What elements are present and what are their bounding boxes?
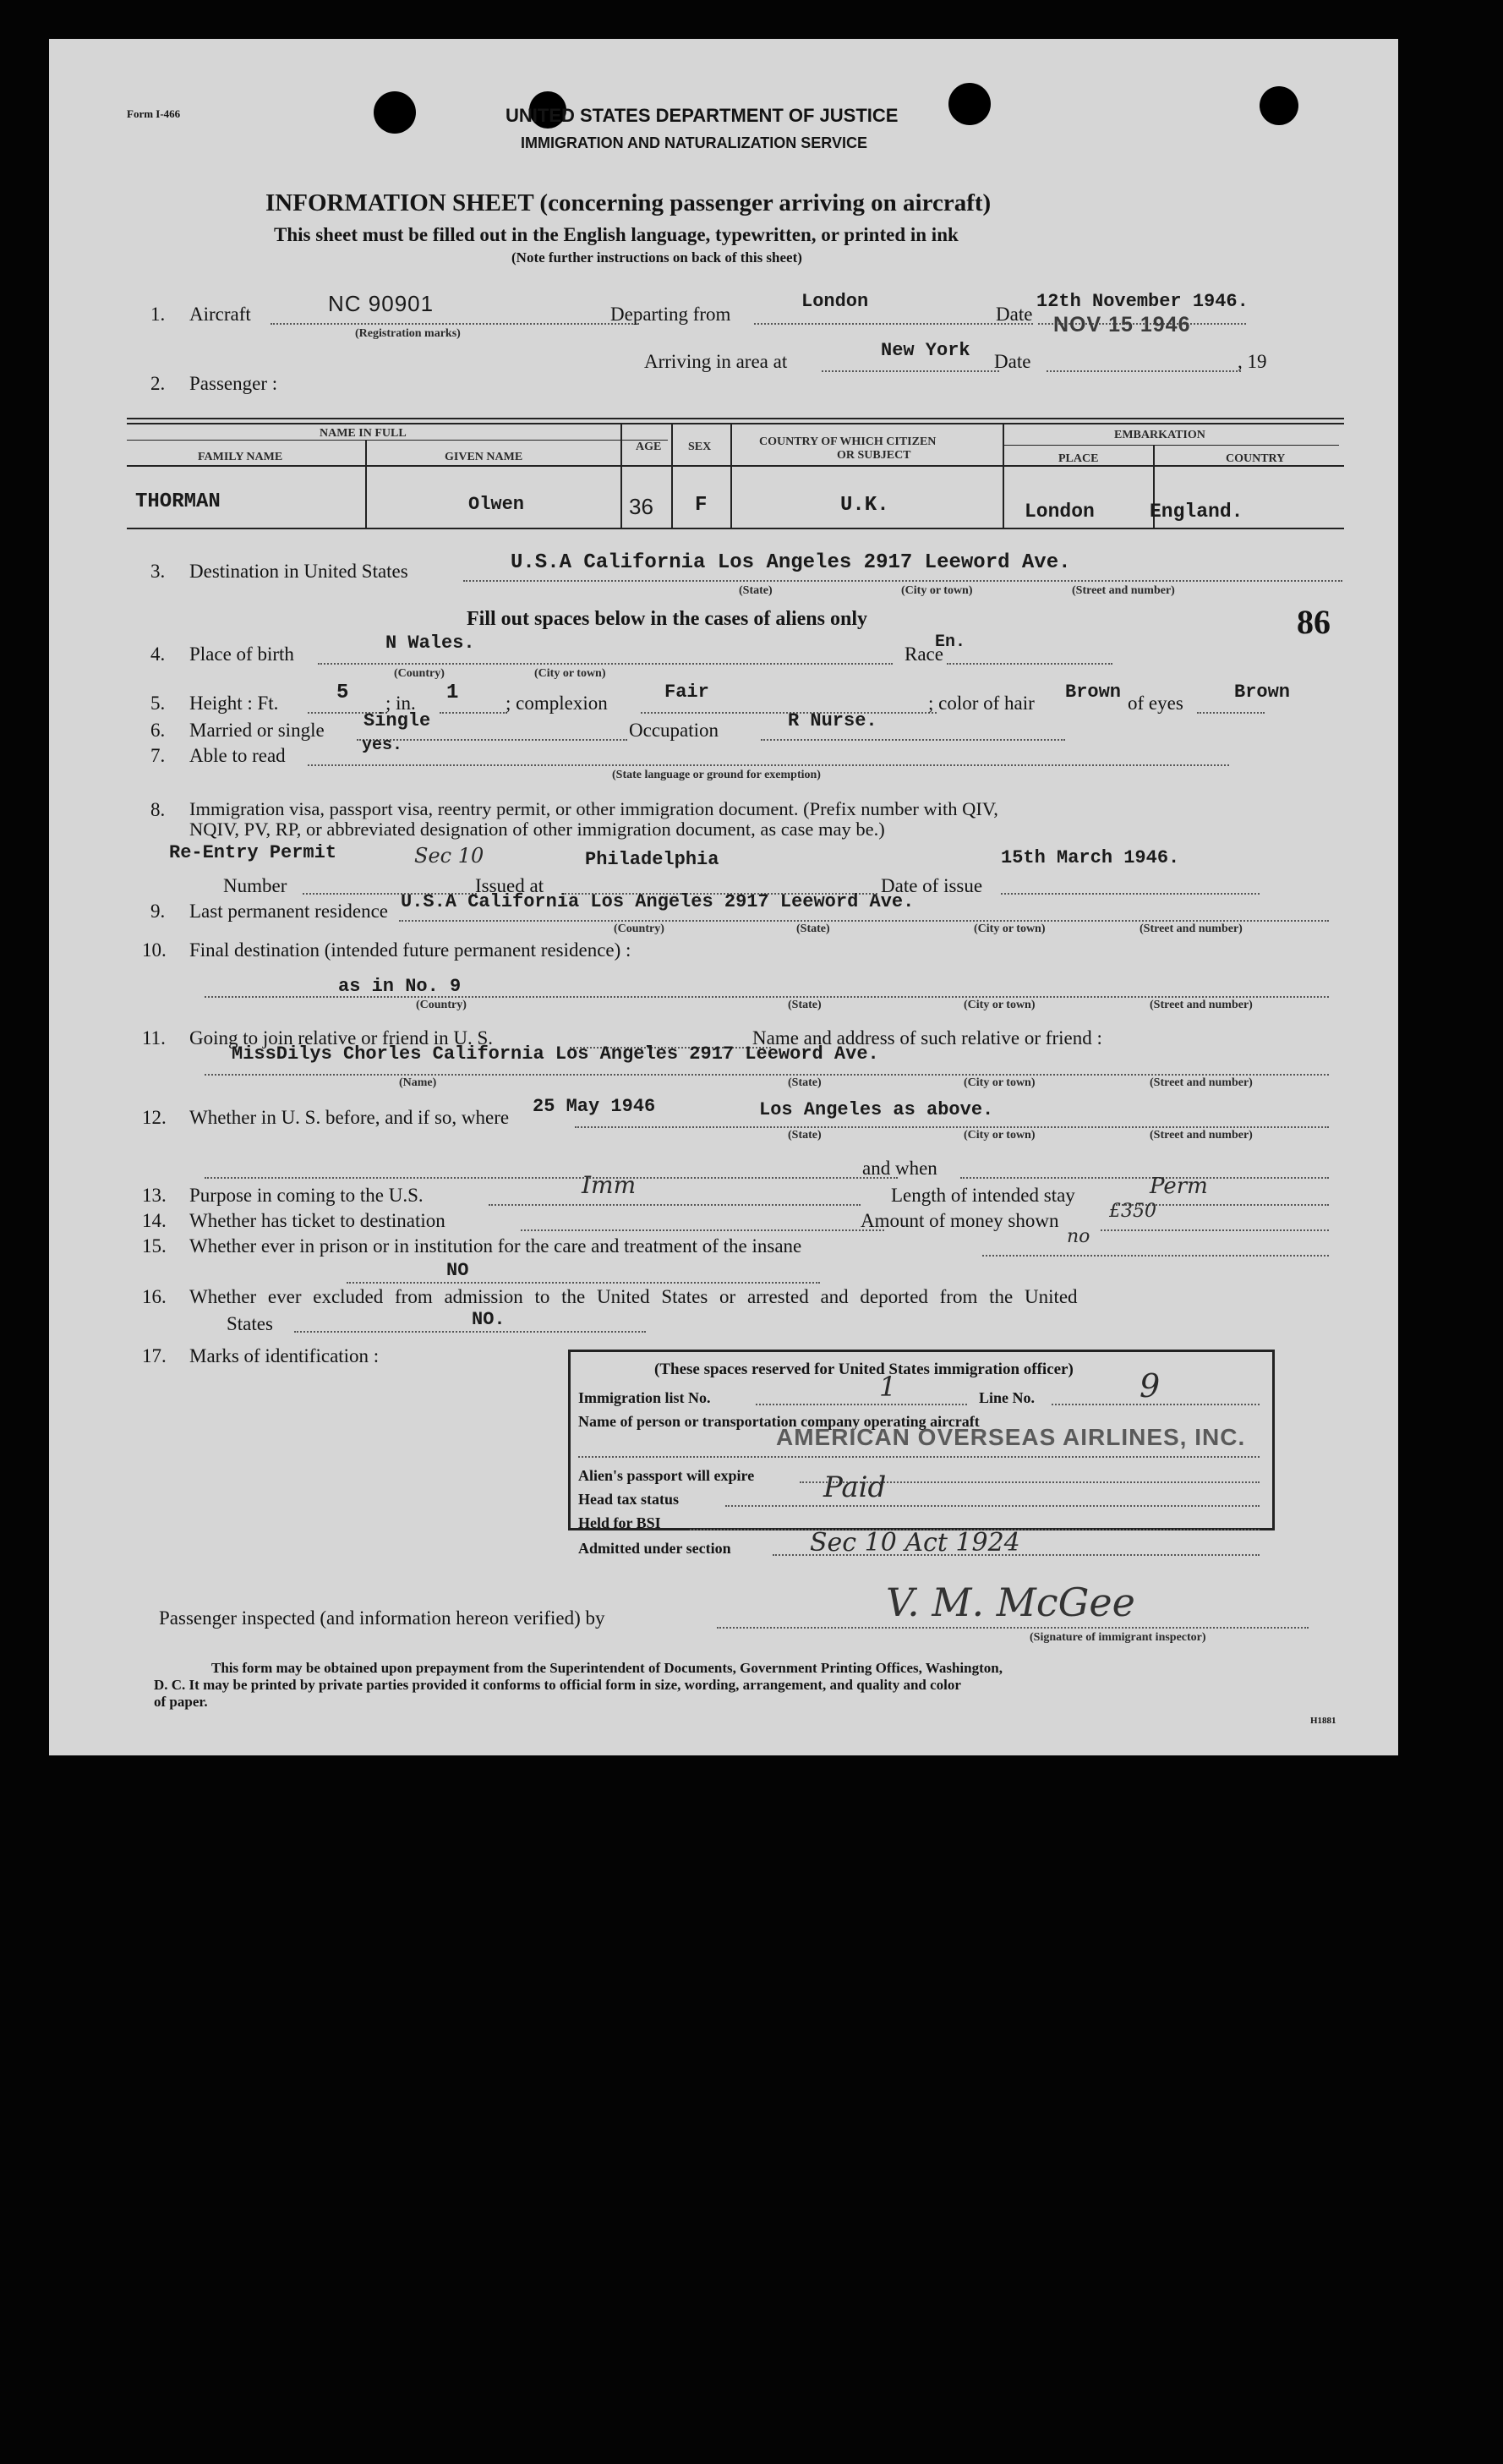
q5-number: 5. bbox=[150, 693, 166, 714]
aircraft-label: Aircraft bbox=[189, 304, 251, 325]
marital-status-label: Married or single bbox=[189, 720, 325, 741]
excluded-label: Whether ever excluded from admission to the United States or arrested and deported from the United bbox=[189, 1286, 1078, 1307]
q9-caption-city: (City or town) bbox=[974, 923, 1046, 935]
last-residence-label: Last permanent residence bbox=[189, 901, 388, 922]
q8-text-line1: Immigration visa, passport visa, reentry permit, or other immigration document. (Prefix number with QIV, bbox=[189, 798, 998, 819]
col-place: PLACE bbox=[1058, 452, 1099, 465]
height-inches-value: 1 bbox=[446, 682, 459, 704]
head-tax-value: Paid bbox=[823, 1470, 887, 1504]
cell-family-name: THORMAN bbox=[135, 490, 221, 513]
q10-caption-state: (State) bbox=[788, 999, 822, 1011]
cell-citizen: U.K. bbox=[840, 494, 889, 517]
purpose-value: Imm bbox=[582, 1171, 637, 1199]
q10-caption-country: (Country) bbox=[416, 999, 467, 1011]
cell-sex: F bbox=[695, 494, 708, 517]
col-name-in-full: NAME IN FULL bbox=[320, 427, 407, 440]
punch-hole-far-right bbox=[1260, 86, 1298, 125]
col-family-name: FAMILY NAME bbox=[198, 451, 283, 463]
document-number-handwritten: Sec 10 bbox=[414, 844, 484, 868]
height-feet-label: Height : Ft. bbox=[189, 693, 279, 714]
in-us-before-city: Los Angeles as above. bbox=[759, 1099, 994, 1120]
date-of-issue-label: Date of issue bbox=[881, 875, 983, 896]
aircraft-value: NC 90901 bbox=[328, 291, 435, 316]
form-number: Form I-466 bbox=[127, 107, 181, 120]
issue-date-value: 15th March 1946. bbox=[1001, 847, 1180, 868]
admitted-under-label: Admitted under section bbox=[578, 1540, 731, 1557]
marital-status-value: Single bbox=[363, 710, 431, 731]
ticket-label: Whether has ticket to destination bbox=[189, 1210, 445, 1231]
q4-number: 4. bbox=[150, 643, 166, 665]
q12-caption-state: (State) bbox=[788, 1129, 822, 1142]
date-value: 12th November 1946. bbox=[1036, 291, 1249, 312]
col-country-citizen: COUNTRY OF WHICH CITIZEN bbox=[759, 435, 937, 448]
complexion-value: Fair bbox=[664, 682, 709, 703]
money-value: £350 bbox=[1109, 1201, 1156, 1222]
line-no-value: 9 bbox=[1140, 1367, 1161, 1404]
cell-given-name: Olwen bbox=[468, 494, 525, 515]
prison-handwritten: no bbox=[1067, 1226, 1090, 1247]
q11-caption-state: (State) bbox=[788, 1076, 822, 1089]
height-feet-value: 5 bbox=[336, 682, 349, 704]
col-country-subject: OR SUBJECT bbox=[837, 449, 911, 462]
q9-number: 9. bbox=[150, 901, 166, 922]
list-no-label: Immigration list No. bbox=[578, 1389, 711, 1406]
q13-number: 13. bbox=[142, 1185, 167, 1206]
passenger-label: Passenger : bbox=[189, 373, 278, 394]
prison-value: NO bbox=[446, 1260, 469, 1281]
relative-value: MissDilys Chorles California Los Angeles 2917 Leeword Ave. bbox=[232, 1043, 879, 1065]
q4-caption-city: (City or town) bbox=[534, 667, 606, 680]
footer-line1: This form may be obtained upon prepayment from the Superintendent of Documents, Government Printing Offices, Washington, bbox=[211, 1660, 1003, 1676]
q8-text-line2: NQIV, PV, RP, or abbreviated designation of other immigration document, as case may be.) bbox=[189, 819, 885, 840]
officer-box-title: (These spaces reserved for United States immigration officer) bbox=[654, 1361, 1074, 1378]
col-sex: SEX bbox=[688, 441, 712, 453]
hair-color-value: Brown bbox=[1065, 682, 1122, 703]
q6-number: 6. bbox=[150, 720, 166, 741]
excluded-value: NO. bbox=[472, 1309, 506, 1330]
q3-caption-street: (Street and number) bbox=[1072, 584, 1175, 597]
intended-stay-label: Length of intended stay bbox=[891, 1185, 1075, 1206]
received-date-stamp: NOV 15 1946 bbox=[1053, 313, 1191, 337]
able-to-read-label: Able to read bbox=[189, 745, 286, 766]
line-no-label: Line No. bbox=[979, 1389, 1036, 1406]
col-country: COUNTRY bbox=[1226, 452, 1286, 465]
q10-caption-street: (Street and number) bbox=[1150, 999, 1253, 1011]
occupation-label: Occupation bbox=[629, 720, 719, 741]
aliens-heading: Fill out spaces below in the cases of aliens only bbox=[467, 608, 868, 630]
q3-number: 3. bbox=[150, 561, 166, 582]
company-stamp: AMERICAN OVERSEAS AIRLINES, INC. bbox=[776, 1424, 1246, 1450]
footer-line2: D. C. It may be printed by private parties provided it conforms to official form in size, wording, arrangement, and quality and color bbox=[154, 1677, 961, 1693]
departing-label: Departing from bbox=[610, 304, 731, 325]
arrival-date-suffix: , 19 bbox=[1238, 351, 1267, 372]
q12-number: 12. bbox=[142, 1107, 167, 1128]
q10-caption-city: (City or town) bbox=[964, 999, 1036, 1011]
admitted-under-value: Sec 10 Act 1924 bbox=[810, 1528, 1020, 1558]
q2-number: 2. bbox=[150, 373, 166, 394]
q11-caption-city: (City or town) bbox=[964, 1076, 1036, 1089]
q7-number: 7. bbox=[150, 745, 166, 766]
q9-caption-state: (State) bbox=[796, 923, 830, 935]
document-type: Re-Entry Permit bbox=[169, 842, 337, 863]
relative-name-address-label: Name and address of such relative or friend : bbox=[752, 1027, 1102, 1049]
in-us-before-value: 25 May 1946 bbox=[533, 1096, 656, 1117]
prison-label: Whether ever in prison or in institution for the care and treatment of the insane bbox=[189, 1235, 802, 1257]
footer-code: H1881 bbox=[1310, 1716, 1336, 1726]
race-value: En. bbox=[935, 632, 966, 652]
list-no-value: 1 bbox=[879, 1371, 897, 1403]
q17-number: 17. bbox=[142, 1345, 167, 1366]
q1-number: 1. bbox=[150, 304, 166, 325]
height-inches-label: ; in. bbox=[385, 693, 416, 714]
q9-caption-street: (Street and number) bbox=[1140, 923, 1243, 935]
race-label: Race bbox=[905, 643, 943, 665]
q3-caption-city: (City or town) bbox=[901, 584, 973, 597]
cell-embark-place: London bbox=[1025, 501, 1095, 523]
final-destination-label: Final destination (intended future permanent residence) : bbox=[189, 939, 631, 961]
number-label: Number bbox=[223, 875, 287, 896]
head-tax-label: Head tax status bbox=[578, 1491, 680, 1508]
q3-caption-state: (State) bbox=[739, 584, 773, 597]
q9-caption-country: (Country) bbox=[614, 923, 664, 935]
date-label: Date bbox=[996, 304, 1033, 325]
aircraft-caption: (Registration marks) bbox=[355, 327, 461, 340]
q10-number: 10. bbox=[142, 939, 167, 961]
signature-caption: (Signature of immigrant inspector) bbox=[1030, 1631, 1206, 1644]
excluded-label-cont: States bbox=[227, 1313, 273, 1334]
hair-color-label: ; color of hair bbox=[928, 693, 1035, 714]
identification-marks-label: Marks of identification : bbox=[189, 1345, 380, 1366]
page-title: INFORMATION SHEET (concerning passenger arriving on aircraft) bbox=[265, 189, 992, 216]
issued-at-label: Issued at bbox=[475, 875, 544, 896]
q11-number: 11. bbox=[142, 1027, 166, 1049]
eye-color-value: Brown bbox=[1234, 682, 1291, 703]
col-given-name: GIVEN NAME bbox=[445, 451, 523, 463]
company-label: Name of person or transportation company operating aircraft bbox=[578, 1413, 980, 1430]
last-residence-value: U.S.A California Los Angeles 2917 Leeword Ave. bbox=[401, 891, 915, 912]
destination-label: Destination in United States bbox=[189, 561, 408, 582]
q7-caption: (State language or ground for exemption) bbox=[612, 769, 821, 781]
col-age: AGE bbox=[636, 441, 662, 453]
in-us-before-label: Whether in U. S. before, and if so, where bbox=[189, 1107, 510, 1128]
cell-age: 36 bbox=[629, 494, 653, 519]
and-when-label: and when bbox=[862, 1158, 937, 1179]
service-name: IMMIGRATION AND NATURALIZATION SERVICE bbox=[521, 134, 867, 151]
held-for-bsi-label: Held for BSI bbox=[578, 1514, 661, 1531]
header-note: (Note further instructions on back of this sheet) bbox=[511, 249, 802, 266]
final-destination-value: as in No. 9 bbox=[338, 976, 462, 997]
issued-at-value: Philadelphia bbox=[585, 849, 719, 870]
inspected-label: Passenger inspected (and information hereon verified) by bbox=[159, 1607, 605, 1629]
inspector-signature: V. M. McGee bbox=[886, 1580, 1135, 1625]
complexion-label: ; complexion bbox=[506, 693, 608, 714]
q4-caption-country: (Country) bbox=[394, 667, 445, 680]
cell-embark-country: England. bbox=[1150, 501, 1243, 523]
q12-caption-city: (City or town) bbox=[964, 1129, 1036, 1142]
punch-hole-left bbox=[374, 91, 416, 134]
punch-hole-right bbox=[948, 83, 991, 125]
eye-color-label: of eyes bbox=[1128, 693, 1183, 714]
q8-number: 8. bbox=[150, 799, 166, 820]
q15-number: 15. bbox=[142, 1235, 167, 1257]
q11-caption-street: (Street and number) bbox=[1150, 1076, 1253, 1089]
q16-number: 16. bbox=[142, 1286, 167, 1307]
arriving-value: New York bbox=[881, 340, 970, 361]
arriving-label: Arriving in area at bbox=[644, 351, 788, 372]
q14-number: 14. bbox=[142, 1210, 167, 1231]
purpose-label: Purpose in coming to the U.S. bbox=[189, 1185, 424, 1206]
able-to-read-value: yes. bbox=[362, 736, 403, 755]
q11-caption-name: (Name) bbox=[399, 1076, 437, 1089]
birth-place-label: Place of birth bbox=[189, 643, 294, 665]
money-label: Amount of money shown bbox=[861, 1210, 1059, 1231]
page-subtitle: This sheet must be filled out in the English language, typewritten, or printed in ink bbox=[274, 224, 959, 245]
intended-stay-value: Perm bbox=[1150, 1174, 1208, 1199]
col-embarkation: EMBARKATION bbox=[1114, 429, 1205, 441]
birth-place-value: N Wales. bbox=[385, 632, 475, 654]
footer-line3: of paper. bbox=[154, 1694, 208, 1710]
passport-expire-label: Alien's passport will expire bbox=[578, 1467, 755, 1484]
q12-caption-street: (Street and number) bbox=[1150, 1129, 1253, 1142]
arrival-date-label: Date bbox=[994, 351, 1031, 372]
page-number: 86 bbox=[1297, 603, 1331, 641]
join-relative-label: Going to join relative or friend in U. S. bbox=[189, 1027, 493, 1049]
form-sheet bbox=[49, 39, 1398, 1755]
departing-value: London bbox=[801, 291, 869, 312]
department-name: UNITED STATES DEPARTMENT OF JUSTICE bbox=[506, 105, 899, 126]
destination-value: U.S.A California Los Angeles 2917 Leeword Ave. bbox=[511, 551, 1071, 574]
occupation-value: R Nurse. bbox=[788, 710, 877, 731]
